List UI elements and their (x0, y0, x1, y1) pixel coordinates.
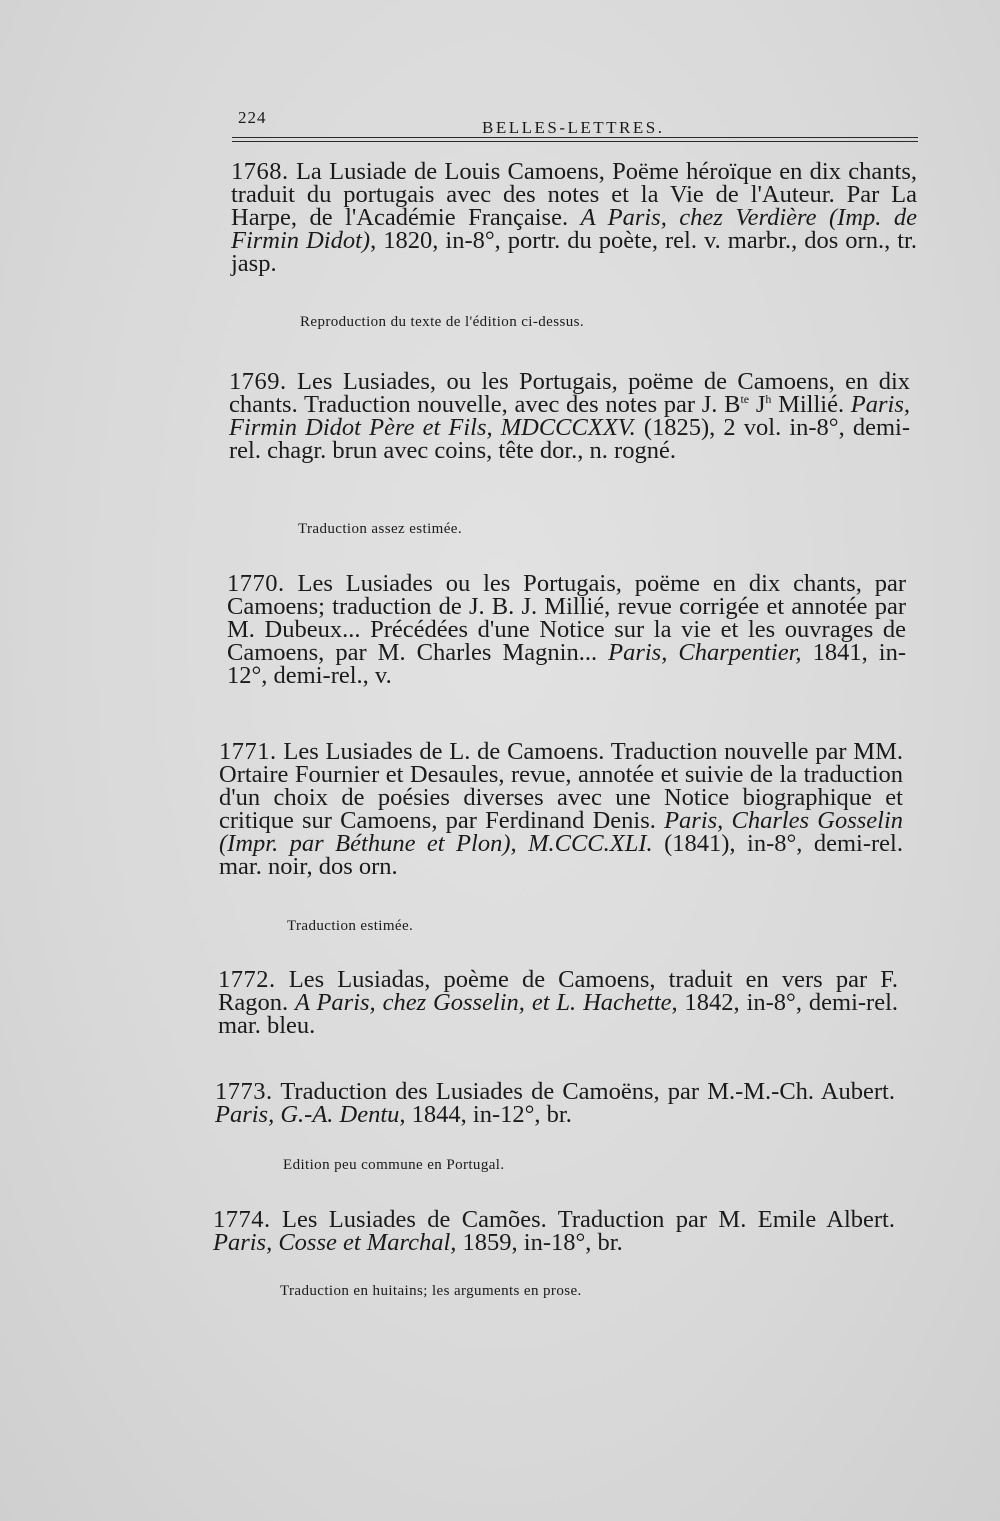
catalog-entry-1768 (231, 160, 917, 275)
imprint: A Paris, chez Verdière (Imp. de Firmin Didot) (231, 204, 918, 254)
imprint: Paris, Charpentier, (608, 639, 802, 666)
entry-number: 1768. (231, 158, 289, 185)
entry-note: Edition peu commune en Portugal. (283, 1157, 505, 1173)
imprint: Paris, Firmin Didot Père et Fils, MDCCCXXV. (229, 391, 910, 441)
page-header (232, 108, 918, 158)
entry-number: 1772. (218, 966, 276, 993)
imprint: Paris, G.-A. Dentu, (215, 1101, 406, 1128)
entry-text: 1770. Les Lusiades ou les Portugais, poëme en dix chants, par Camoens; traduction de J. B. J. Millié, revue corrigée et annotée par M. Dubeux... Précédées d'une Notice sur la vie et les ouvrages de Camoens, par M. Charles Magnin... Paris, Charpentier, 1841, in-12°, demi-rel., v. (227, 570, 906, 689)
entry-note: Traduction assez estimée. (298, 521, 462, 537)
entry-text: 1773. Traduction des Lusiades de Camoëns, par M.-M.-Ch. Aubert. Paris, G.-A. Dentu, 1844, in-12°, br. (215, 1078, 895, 1128)
catalog-entry-1769 (229, 370, 910, 462)
header-rule (232, 137, 918, 138)
entry-note: Traduction en huitains; les arguments en prose. (280, 1283, 582, 1299)
running-head: BELLES-LETTRES. (482, 118, 665, 137)
header-rule (232, 141, 918, 142)
entry-text: 1772. Les Lusiadas, poème de Camoens, traduit en vers par F. Ragon. A Paris, chez Gosselin, et L. Hachette, 1842, in-8°, demi-rel. mar. bleu. (218, 966, 899, 1039)
entry-number: 1769. (229, 368, 287, 395)
catalog-entry-1771 (219, 740, 903, 878)
imprint: A Paris, chez Gosselin, et L. Hachette, (295, 989, 678, 1016)
catalog-entry-1770 (227, 572, 906, 687)
entry-number: 1774. (213, 1206, 271, 1233)
entry-number: 1770. (227, 570, 285, 597)
entry-note: Traduction estimée. (287, 918, 414, 934)
entry-text: 1771. Les Lusiades de L. de Camoens. Traduction nouvelle par MM. Ortaire Fournier et Desaules, revue, annotée et suivie de la traduction d'un choix de poésies diverses avec une Notice biographique et critique sur Camoens, par Ferdinand Denis. Paris, Charles Gosselin (Impr. par Béthune et Plon), M.CCC.XLI. (1841), in-8°, demi-rel. mar. noir, dos orn. (219, 738, 903, 880)
entry-number: 1773. (215, 1078, 273, 1105)
entry-text: 1768. La Lusiade de Louis Camoens, Poëme héroïque en dix chants, traduit du portugais avec des notes et la Vie de l'Auteur. Par La Harpe, de l'Académie Française. A Paris, chez Verdière (Imp. de Firmin Didot), 1820, in-8°, portr. du poète, rel. v. marbr., dos orn., tr. jasp. (231, 158, 918, 277)
catalog-entry-1773 (215, 1080, 895, 1126)
imprint: Paris, Charles Gosselin (Impr. par Béthune et Plon), M.CCC.XLI. (219, 807, 903, 857)
catalog-entry-1774 (213, 1208, 895, 1254)
imprint: Paris, Cosse et Marchal, (213, 1229, 457, 1256)
entry-number: 1771. (219, 738, 277, 765)
catalog-entry-1772 (218, 968, 898, 1037)
entry-text: 1774. Les Lusiades de Camões. Traduction par M. Emile Albert. Paris, Cosse et Marchal, 1859, in-18°, br. (213, 1206, 895, 1256)
page-number: 224 (238, 108, 267, 127)
entry-text: 1769. Les Lusiades, ou les Portugais, poëme de Camoens, en dix chants. Traduction nouvelle, avec des notes par J. $B^{te}$ $J^h$ Millié. Paris, Firmin Didot Père et Fils, MDCCCXXV. (1825), 2 vol. in-8°, demi-rel. chagr. brun avec coins, tête dor., n. rogné. (229, 368, 910, 464)
entry-note: Reproduction du texte de l'édition ci-dessus. (300, 314, 584, 330)
